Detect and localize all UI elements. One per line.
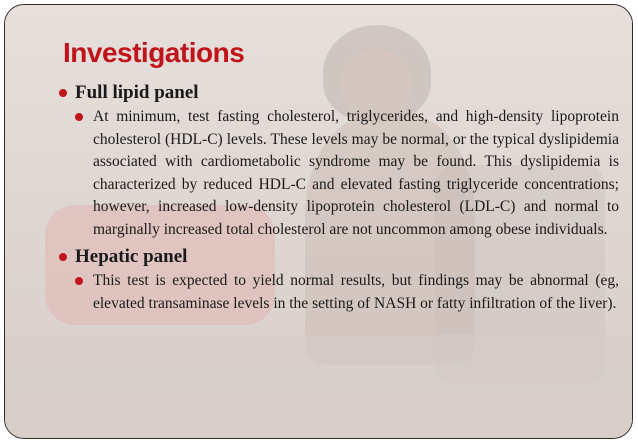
section-point-text: At minimum, test fasting cholesterol, triglycerides, and high-density lipoprotein cholesterol (HDL-C) levels. These levels may be normal, or the typical dyslipidemia associated with cardiometabolic syndrome may be found. This dyslipidemia is characterized by reduced HDL-C and elevated fasting triglyceride concentrations; however, increased low-density lipoprotein cholesterol (LDL-C) and normal to marginally increased total cholesterol are not uncommon among obese individuals. <box>93 108 619 238</box>
background-floor <box>5 335 632 439</box>
bullet-icon <box>59 89 67 97</box>
section-point-text: This test is expected to yield normal results, but findings may be abnormal (eg, elevated transaminase levels in the setting of NASH or fatty infiltration of the liver). <box>93 272 619 312</box>
section-heading-text: Full lipid panel <box>75 82 199 103</box>
section-point <box>75 106 619 241</box>
section-heading-text: Hepatic panel <box>75 246 188 267</box>
section-heading <box>59 245 619 269</box>
section-point <box>75 270 619 315</box>
slide-content <box>59 81 619 315</box>
section-heading <box>59 81 619 105</box>
bullet-icon <box>59 253 67 261</box>
slide-title: Investigations <box>63 37 245 68</box>
bullet-icon <box>75 277 83 285</box>
bullet-icon <box>75 113 83 121</box>
slide <box>4 4 633 439</box>
